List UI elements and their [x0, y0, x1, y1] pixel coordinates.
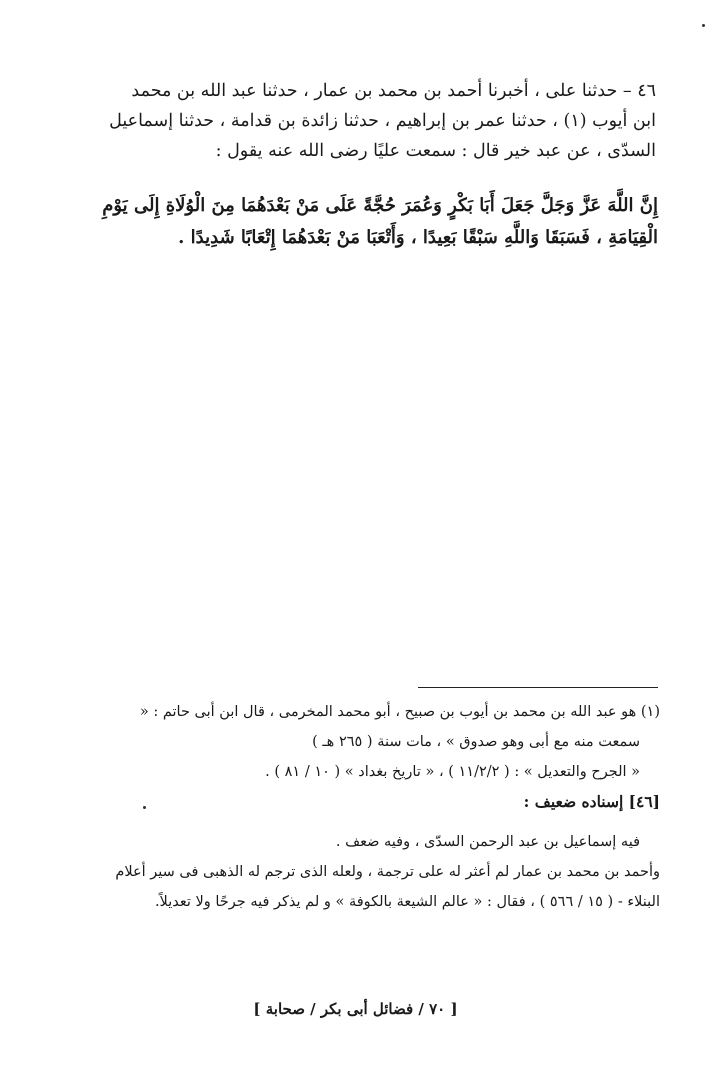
speck-mark [143, 806, 146, 809]
footnote-line: (١) هو عبد الله بن محمد بن أيوب بن صبيح ، أبو محمد المخرمى ، قال ابن أبى حاتم : « [139, 704, 660, 720]
hadith-line: السدّى ، عن عبد خير قال : سمعت عليًا رضى الله عنه يقول : [215, 141, 656, 161]
matn-line: إِنَّ اللَّهَ عَزَّ وَجَلَّ جَعَلَ أَبَا بَكْرٍ وَعُمَرَ حُجَّةً عَلَى مَنْ بَعْدَهُمَا مِنَ الْوُلَاةِ إِلَى يَوْمِ [102, 195, 658, 216]
footnote-line: سمعت منه مع أبى وهو صدوق » ، مات سنة ( ٢٦٥ هـ ) [312, 734, 640, 750]
grading-line: البنلاء - ( ١٥ / ٥٦٦ ) ، فقال : « عالم الشيعة بالكوفة » و لم يذكر فيه جرحًا ولا تعديلاً. [154, 894, 660, 910]
footnote-separator [418, 687, 658, 688]
grading-line: فيه إسماعيل بن عبد الرحمن السدّى ، وفيه ضعف . [335, 834, 640, 850]
grading-line: وأحمد بن محمد بن عمار لم أعثر له على ترجمة ، ولعله الذى ترجم له الذهبى فى سير أعلام [115, 864, 660, 880]
footnote-line: « الجرح والتعديل » : ( ١١/٢/٢ ) ، « تاريخ بغداد » ( ١٠ / ٨١ ) . [265, 764, 640, 780]
grading-heading: [٤٦] إسناده ضعيف : [523, 792, 660, 811]
speck-mark [702, 24, 705, 27]
footnotes [74, 697, 660, 917]
matn-line: الْقِيَامَةِ ، فَسَبَقَا وَاللَّهِ سَبْقًا بَعِيدًا ، وَأَتْعَبَا مَنْ بَعْدَهُمَا إِتْعَابًا شَدِيدًا . [178, 227, 658, 248]
hadith-isnad [74, 76, 656, 166]
hadith-text [70, 190, 658, 254]
hadith-line: ٤٦ – حدثنا على ، أخبرنا أحمد بن محمد بن عمار ، حدثنا عبد الله بن محمد [131, 81, 656, 101]
page-footer: [ ٧٠ / فضائل أبى بكر / صحابة ] [253, 1000, 458, 1018]
hadith-line: ابن أيوب (١) ، حدثنا عمر بن إبراهيم ، حدثنا زائدة بن قدامة ، حدثنا إسماعيل [109, 111, 656, 131]
